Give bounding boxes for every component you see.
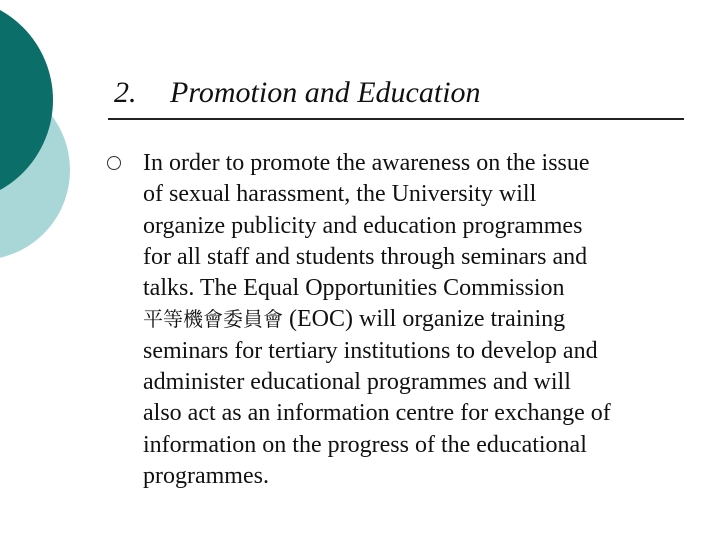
paragraph-line: also act as an information centre for exchange of xyxy=(143,400,611,427)
paragraph-line: information on the progress of the educational xyxy=(143,431,587,458)
paragraph-line: talks. The Equal Opportunities Commission xyxy=(143,275,565,302)
bullet-circle-icon xyxy=(107,156,121,170)
paragraph-line: of sexual harassment, the University will xyxy=(143,181,537,208)
paragraph-line: organize publicity and education programmes xyxy=(143,212,583,239)
title-text: Promotion and Education xyxy=(170,76,481,109)
title-divider xyxy=(108,118,684,120)
bullet-paragraph xyxy=(143,148,703,492)
paragraph-line-rest: (EOC) will organize training xyxy=(283,306,566,333)
title-number: 2. xyxy=(114,76,137,109)
paragraph-line: programmes. xyxy=(143,462,269,489)
decorative-circles xyxy=(0,0,120,300)
paragraph-line: seminars for tertiary institutions to develop and xyxy=(143,337,598,364)
paragraph-line: for all staff and students through seminars and xyxy=(143,243,588,270)
paragraph-line: In order to promote the awareness on the issue xyxy=(143,150,590,176)
eoc-chinese-name: 平等機會委員會 xyxy=(143,307,283,332)
paragraph-line: administer educational programmes and will xyxy=(143,369,571,396)
paragraph-line xyxy=(143,304,703,335)
slide-title xyxy=(114,74,481,112)
